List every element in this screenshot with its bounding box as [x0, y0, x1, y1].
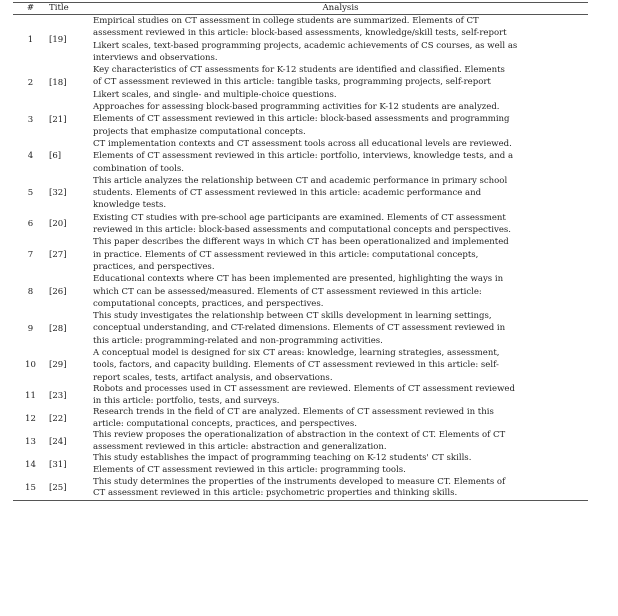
row-title-ref: [26] — [49, 286, 67, 297]
table-row — [13, 347, 588, 384]
row-title-ref: [25] — [49, 483, 67, 494]
analysis-line: Key characteristics of CT assessments for K-12 students are identified and classified. Elements — [93, 65, 505, 76]
table-row — [13, 175, 588, 212]
row-number: 11 — [25, 390, 36, 401]
row-analysis — [93, 273, 588, 310]
row-number: 9 — [27, 323, 34, 334]
analysis-line: Robots and processes used in CT assessment are reviewed. Elements of CT assessment reviewed — [93, 383, 515, 394]
analysis-line: article: computational concepts, practices, and perspectives. — [93, 418, 357, 429]
table-row — [13, 477, 588, 500]
analysis-line: This paper describes the different ways in which CT has been operationalized and implemented — [93, 237, 509, 248]
analysis-line: combination of tools. — [93, 163, 184, 174]
table-row — [13, 138, 588, 175]
analysis-line: CT implementation contexts and CT assessment tools across all educational levels are reviewed. — [93, 138, 512, 149]
analysis-line: projects that emphasize computational concepts. — [93, 126, 306, 137]
analysis-line: assessment reviewed in this article: abstraction and generalization. — [93, 441, 387, 452]
row-analysis — [93, 430, 588, 453]
row-title-ref: [6] — [49, 151, 62, 162]
analysis-line: interviews and observations. — [93, 52, 218, 63]
table-header — [13, 3, 588, 14]
analysis-line: This study determines the properties of the instruments developed to measure CT. Elements of — [93, 476, 506, 487]
row-number: 4 — [27, 151, 34, 162]
analysis-line: This study investigates the relationship between CT skills development in learning settings, — [93, 311, 492, 322]
analysis-line: Likert scales, text-based programming projects, academic achievements of CS courses, as well as — [93, 40, 518, 51]
row-analysis — [93, 175, 588, 212]
header-analysis: Analysis — [322, 3, 359, 13]
analysis-line: Educational contexts where CT has been implemented are presented, highlighting the ways in — [93, 274, 504, 285]
row-analysis — [93, 477, 588, 500]
analysis-line: report scales, tests, artifact analysis, and observations. — [93, 372, 333, 383]
table-row — [13, 236, 588, 273]
row-title-ref: [24] — [49, 436, 67, 447]
analysis-line: tools, factors, and capacity building. Elements of CT assessment reviewed in this article: self- — [93, 360, 499, 371]
table-row — [13, 273, 588, 310]
analysis-line: in this article: portfolio, tests, and surveys. — [93, 395, 280, 406]
row-analysis — [93, 138, 588, 175]
table-row — [13, 64, 588, 101]
analysis-line: This review proposes the operationalization of abstraction in the context of CT. Elements of CT — [93, 430, 506, 441]
row-analysis — [93, 453, 588, 476]
row-analysis — [93, 407, 588, 430]
row-title-ref: [21] — [49, 114, 67, 125]
analysis-line: This study establishes the impact of programming teaching on K-12 students' CT skills. — [93, 453, 472, 464]
table-row — [13, 310, 588, 347]
analysis-line: this article: programming-related and non-programming activities. — [93, 335, 383, 346]
row-title-ref: [23] — [49, 390, 67, 401]
row-analysis — [93, 101, 588, 138]
review-table — [13, 2, 588, 501]
row-title-ref: [31] — [49, 460, 67, 471]
table-row — [13, 384, 588, 407]
header-number: # — [26, 3, 35, 13]
row-title-ref: [20] — [49, 219, 67, 230]
table-row — [13, 430, 588, 453]
analysis-line: Likert scales, and single- and multiple-choice questions. — [93, 89, 337, 100]
row-number: 3 — [27, 114, 34, 125]
analysis-line: Elements of CT assessment reviewed in this article: portfolio, interviews, knowledge tests, and a — [93, 151, 514, 162]
row-title-ref: [18] — [49, 77, 67, 88]
row-title-ref: [27] — [49, 249, 67, 260]
row-title-ref: [28] — [49, 323, 67, 334]
row-title-ref: [29] — [49, 360, 67, 371]
analysis-line: Research trends in the field of CT are analyzed. Elements of CT assessment reviewed in this — [93, 407, 494, 418]
analysis-line: students. Elements of CT assessment reviewed in this article: academic performance and — [93, 188, 482, 199]
analysis-line: computational concepts, practices, and perspectives. — [93, 298, 324, 309]
table-row — [13, 407, 588, 430]
row-number: 13 — [25, 436, 36, 447]
row-number: 10 — [25, 360, 36, 371]
row-number: 8 — [27, 286, 34, 297]
analysis-line: Approaches for assessing block-based programming activities for K-12 students are analyzed. — [93, 102, 500, 113]
row-analysis — [93, 15, 588, 64]
analysis-line: Existing CT studies with pre-school age participants are examined. Elements of CT assessment — [93, 212, 506, 223]
header-title: Title — [49, 3, 69, 13]
analysis-line: practices, and perspectives. — [93, 261, 215, 272]
analysis-line: CT assessment reviewed in this article: psychometric properties and thinking skills. — [93, 488, 458, 499]
analysis-line: A conceptual model is designed for six CT areas: knowledge, learning strategies, assessment, — [93, 348, 500, 359]
row-number: 14 — [25, 460, 36, 471]
row-analysis — [93, 347, 588, 384]
table-row — [13, 101, 588, 138]
row-analysis — [93, 236, 588, 273]
table-body — [13, 15, 588, 500]
row-number: 2 — [27, 77, 34, 88]
analysis-line: Elements of CT assessment reviewed in this article: programming tools. — [93, 465, 406, 476]
table-row — [13, 15, 588, 64]
row-title-ref: [32] — [49, 188, 67, 199]
row-number: 15 — [25, 483, 36, 494]
row-analysis — [93, 64, 588, 101]
row-analysis — [93, 384, 588, 407]
row-number: 7 — [27, 249, 34, 260]
table-row — [13, 453, 588, 476]
analysis-line: reviewed in this article: block-based assessments and computational concepts and perspectives. — [93, 225, 511, 236]
row-title-ref: [19] — [49, 34, 67, 45]
analysis-line: conceptual understanding, and CT-related dimensions. Elements of CT assessment reviewed in — [93, 323, 506, 334]
analysis-line: Empirical studies on CT assessment in college students are summarized. Elements of CT — [93, 16, 479, 26]
analysis-line: This article analyzes the relationship between CT and academic performance in primary school — [93, 175, 508, 186]
analysis-line: which CT can be assessed/measured. Elements of CT assessment reviewed in this article: — [93, 286, 482, 297]
row-analysis — [93, 310, 588, 347]
analysis-line: in practice. Elements of CT assessment reviewed in this article: computational concepts, — [93, 249, 479, 260]
table-row — [13, 212, 588, 237]
row-number: 12 — [25, 413, 36, 424]
row-title-ref: [22] — [49, 413, 67, 424]
row-analysis — [93, 212, 588, 237]
analysis-line: knowledge tests. — [93, 200, 167, 211]
row-number: 1 — [27, 34, 34, 45]
row-number: 6 — [27, 219, 34, 230]
bottom-rule — [13, 500, 588, 501]
analysis-line: Elements of CT assessment reviewed in this article: block-based assessments and programming — [93, 114, 510, 125]
analysis-line: assessment reviewed in this article: block-based assessments, knowledge/skill tests, self-report — [93, 28, 507, 39]
analysis-line: of CT assessment reviewed in this article: tangible tasks, programming projects, self-report — [93, 77, 491, 88]
row-number: 5 — [27, 188, 34, 199]
